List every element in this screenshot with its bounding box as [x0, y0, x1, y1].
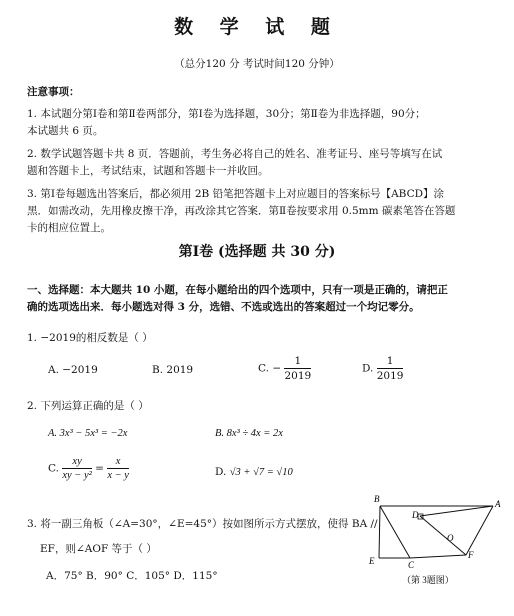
- q1-c-numerator: 1: [284, 355, 311, 369]
- label-c: C: [408, 560, 415, 570]
- q3-line-2: EF，则∠AOF 等于（ ）: [40, 543, 157, 555]
- exam-subtitle: （总分120 分 考试时间120 分钟）: [174, 58, 340, 70]
- notice-item-1-line-2: 本试题共 6 页。: [27, 125, 104, 137]
- q2-option-a: A. 3x³ − 5x³ = −2x: [48, 428, 128, 439]
- q2-c-lhs-fraction: [62, 456, 91, 481]
- q2-c-lhs-denominator: xy − y²: [62, 470, 92, 481]
- q1-d-denominator: 2019: [376, 370, 404, 382]
- q2-c-equals: =: [95, 462, 104, 475]
- label-a: A: [495, 499, 501, 509]
- notice-item-2: [27, 146, 492, 180]
- notice-item-2-line-2: 题和答题卡上，考试结束，试题和答题卡一并收回。: [27, 165, 269, 177]
- q2-c-rhs-denominator: x − y: [107, 470, 129, 481]
- q1-option-d: [362, 355, 403, 382]
- segment-da: [420, 506, 493, 516]
- notice-item-3: [27, 186, 492, 237]
- triangle-figure: [364, 494, 514, 614]
- label-b: B: [374, 494, 380, 504]
- q1-option-b: B. 2019: [152, 364, 194, 376]
- notice-item-3-line-3: 卡的相应位置上。: [27, 222, 111, 234]
- segment-be: [379, 506, 380, 558]
- notice-item-3-line-1: 3. 第Ⅰ卷每题选出答案后，都必须用 2B 铅笔把答题卡上对应题目的答案标号【ABCD】涂: [27, 188, 445, 200]
- section-intro-line-1: 一、选择题：本大题共 10 小题，在每小题给出的四个选项中，只有一项是正确的，请把正: [27, 284, 448, 296]
- segment-bc: [380, 506, 410, 558]
- q1-stem: 1. −2019的相反数是（ ）: [27, 332, 153, 344]
- notice-heading: 注意事项：: [27, 86, 80, 98]
- q1-option-c: [258, 355, 311, 382]
- q2-option-c: [48, 456, 129, 481]
- q1-c-denominator: 2019: [284, 370, 312, 382]
- segment-df: [420, 516, 466, 555]
- q3-line-1: 3. 将一副三角板（∠A=30°，∠E=45°）按如图所示方式摆放，使得 BA //: [27, 518, 378, 530]
- q2-option-d-expr: √3 + √7 = √10: [229, 467, 293, 478]
- q1-option-a: A. −2019: [48, 364, 98, 376]
- q2-stem: 2. 下列运算正确的是（ ）: [27, 400, 149, 412]
- figure-caption: （第 3题图）: [402, 575, 454, 585]
- segment-af: [466, 506, 493, 555]
- section-intro-line-2: 确的选项选出来．每小题选对得 3 分，选错、不选或选出的答案超过一个均记零分。: [27, 301, 420, 313]
- notice-item-1: [27, 106, 492, 140]
- q2-option-b: B. 8x³ ÷ 4x = 2x: [215, 428, 283, 439]
- q2-option-d-label: D.: [215, 466, 227, 478]
- section-title: 第Ⅰ卷 (选择题 共 30 分): [178, 244, 336, 260]
- q2-c-lhs-numerator: xy: [62, 456, 91, 469]
- q2-c-rhs-fraction: [107, 456, 129, 481]
- q1-option-c-fraction: [284, 355, 311, 382]
- q2-c-rhs-numerator: x: [107, 456, 129, 469]
- q1-option-d-fraction: [377, 355, 404, 382]
- q1-d-numerator: 1: [377, 355, 404, 369]
- q3-options: A．75° B．90° C．105° D．115°: [46, 570, 218, 582]
- q2-option-d: [215, 466, 293, 478]
- label-o: O: [447, 533, 454, 543]
- label-f: F: [468, 550, 474, 560]
- q1-option-c-label: C. −: [258, 362, 282, 375]
- label-e: E: [369, 556, 375, 566]
- notice-item-1-line-1: 1. 本试题分第Ⅰ卷和第Ⅱ卷两部分，第Ⅰ卷为选择题，30分；第Ⅱ卷为非选择题，90分；: [27, 108, 426, 120]
- notice-item-2-line-1: 2. 数学试题答题卡共 8 页．答题前，考生务必将自己的姓名、准考证号、座号等填写在试: [27, 148, 443, 160]
- label-d: D: [412, 510, 419, 520]
- exam-title: 数 学 试 题: [174, 16, 340, 38]
- section-intro: [27, 282, 492, 316]
- segment-cf: [410, 555, 466, 558]
- notice-item-3-line-2: 黑．如需改动，先用橡皮擦干净，再改涂其它答案．第Ⅱ卷按要求用 0.5mm 碳素笔答在答题: [27, 205, 456, 217]
- q2-option-c-label: C.: [48, 462, 59, 475]
- q1-option-d-label: D.: [362, 362, 374, 375]
